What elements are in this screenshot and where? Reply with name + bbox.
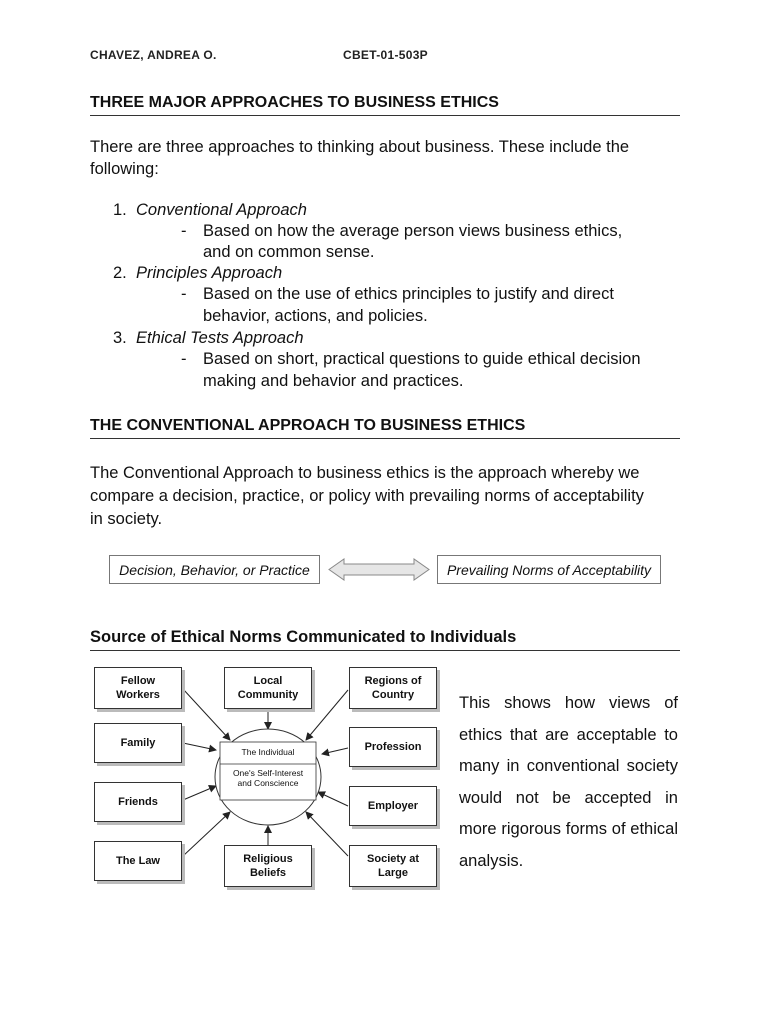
approach-desc-line-2: making and behavior and practices. [203,372,464,390]
dash-bullet: - [181,350,187,368]
box-employer [349,786,437,826]
box-label: The Law [115,855,160,867]
box-label-line: Community [237,689,299,701]
box-family [94,723,182,763]
box-label-line: Fellow [120,675,156,687]
author-name: CHAVEZ, ANDREA O. [90,48,217,62]
box-label-line: Religious [243,853,293,865]
center-self-interest-label: One's Self-Interest [232,768,304,778]
arrow-family [183,743,216,750]
approach-desc-line-2: and on common sense. [203,243,375,261]
center-individual-label: The Individual [241,747,295,757]
diagram-explanation-text: This shows how views of ethics that are acceptable to many in conventional society would not be accepted in more rigorous forms of ethical analysis. [459,694,678,870]
box-label-line: Country [371,689,415,701]
arrow-employer [318,792,348,806]
dash-bullet: - [181,222,187,240]
box-profession [349,727,437,767]
approach-desc-line-1: Based on how the average person views business ethics, [203,222,623,240]
box-label-line: Local [253,675,283,687]
center-conscience-label: and Conscience [237,778,299,788]
box-label-line: Beliefs [249,867,287,879]
box-label-line: Regions of [364,675,422,687]
approach-desc-line-1: Based on short, practical questions to guide ethical decision [203,350,641,368]
item-number: 1. [113,201,127,219]
box-friends [94,782,182,822]
section-title-three-approaches: THREE MAJOR APPROACHES TO BUSINESS ETHICS [90,94,680,116]
dash-bullet: - [181,285,187,303]
arrow-society [306,812,348,856]
approach-name: Conventional Approach [136,201,307,219]
prevailing-norms-box: Prevailing Norms of Acceptability [437,555,661,584]
arrow-fellow-workers [183,689,230,740]
approach-desc-line-1: Based on the use of ethics principles to justify and direct [203,285,614,303]
conventional-para-line-3: in society. [90,510,163,528]
box-the-law [94,841,182,881]
arrow-friends [183,786,216,800]
box-label-line: Workers [116,689,160,701]
section-title-source-of-norms: Source of Ethical Norms Communicated to Individuals [90,628,680,651]
approach-desc-line-2: behavior, actions, and policies. [203,307,428,325]
arrow-the-law [183,812,230,856]
item-number: 3. [113,329,127,347]
conventional-para-line-1: The Conventional Approach to business ethics is the approach whereby we [90,464,640,482]
box-label: Friends [118,796,158,808]
box-society-at-large [349,845,437,887]
arrow-regions [306,690,348,740]
section-title-conventional-approach: THE CONVENTIONAL APPROACH TO BUSINESS ETHICS [90,417,680,439]
conventional-para-line-2: compare a decision, practice, or policy with prevailing norms of acceptability [90,487,644,505]
approach-name: Principles Approach [136,264,283,282]
box-fellow-workers [94,667,182,709]
box-label-line: Large [378,867,408,879]
intro-line-1: There are three approaches to thinking about business. These include the [90,138,630,156]
intro-line-2: following: [90,160,159,178]
box-regions-of-country [349,667,437,709]
box-label: Profession [364,741,422,753]
decision-behavior-box: Decision, Behavior, or Practice [109,555,320,584]
box-local-community [224,667,312,709]
item-number: 2. [113,264,127,282]
arrow-profession [322,748,348,754]
approach-name: Ethical Tests Approach [136,329,304,347]
box-label-line: Society at [367,853,419,865]
box-label: Employer [367,800,419,812]
course-code: CBET-01-503P [343,48,428,62]
box-religious-beliefs [224,845,312,887]
box-label: Family [120,737,156,749]
